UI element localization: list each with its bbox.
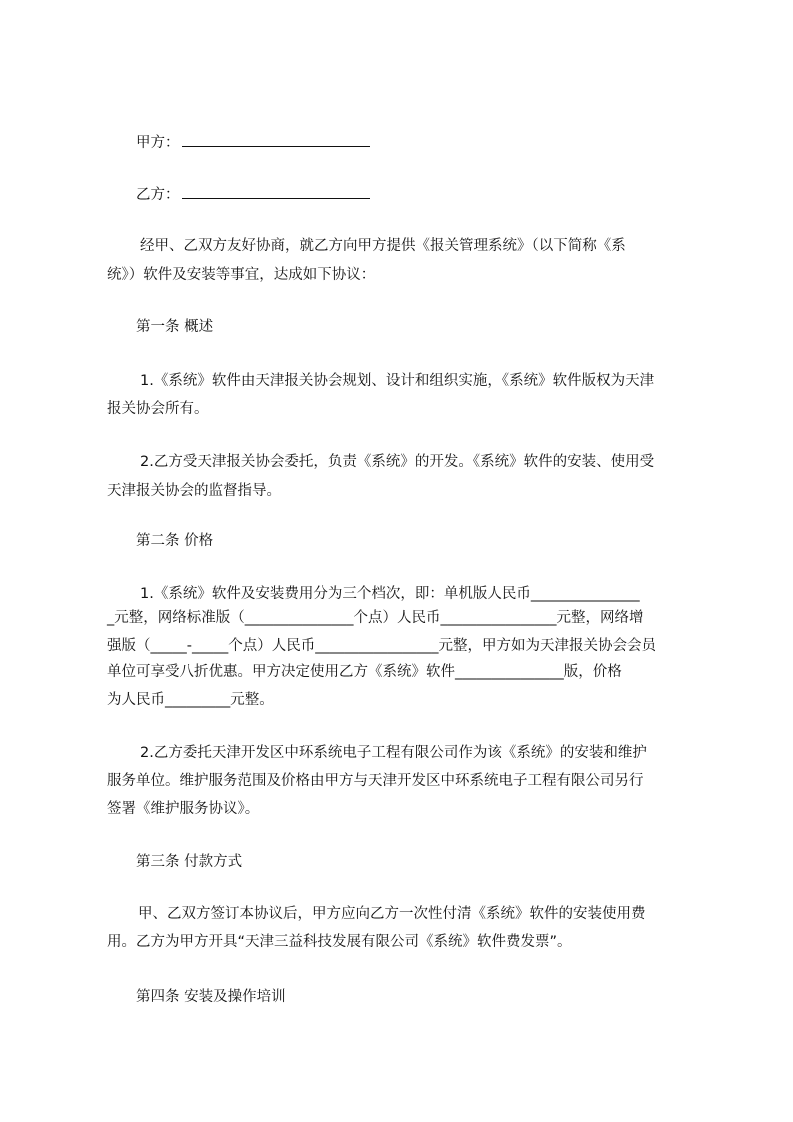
party-a-label: 甲方： bbox=[136, 135, 180, 151]
s2-p2-line-1: 2.乙方委托天津开发区中环系统电子工程有限公司作为该《系统》的安装和维护 bbox=[140, 745, 647, 761]
s2-p2-line-2: 服务单位。维护服务范围及价格由甲方与天津开发区中环系统电子工程有限公司另行 bbox=[107, 773, 644, 789]
intro-line-1: 经甲、乙双方友好协商，就乙方向甲方提供《报关管理系统》（以下简称《系 bbox=[140, 238, 626, 254]
s1-p2-line-1: 2.乙方受天津报关协会委托，负责《系统》的开发。《系统》软件的安装、使用受 bbox=[140, 454, 655, 470]
section-3-title: 第三条 付款方式 bbox=[136, 854, 243, 870]
s1-p1-line-2: 报关协会所有。 bbox=[107, 401, 209, 417]
party-b-blank bbox=[182, 184, 370, 199]
s2-p1-line-4: 单位可享受八折优惠。甲方决定使用乙方《系统》软件_______________版，价格 bbox=[107, 664, 622, 680]
s1-p2-line-2: 天津报关协会的监督指导。 bbox=[107, 483, 281, 499]
intro-line-2: 统》）软件及安装等事宜，达成如下协议： bbox=[107, 267, 376, 283]
party-a-blank bbox=[182, 132, 370, 147]
s3-p1-line-2: 用。乙方为甲方开具“天津三益科技发展有限公司《系统》软件费发票”。 bbox=[107, 934, 572, 950]
s2-p1-line-2: _元整，网络标准版（_______________个点）人民币________________元整，网络增 bbox=[107, 610, 644, 626]
s1-p1-line-1: 1.《系统》软件由天津报关协会规划、设计和组织实施，《系统》软件版权为天津 bbox=[140, 373, 655, 389]
section-2-title: 第二条 价格 bbox=[136, 533, 214, 549]
s2-p2-line-3: 签署《维护服务协议》。 bbox=[107, 801, 260, 817]
party-b-label: 乙方： bbox=[136, 187, 180, 203]
party-a-line bbox=[136, 132, 736, 153]
s3-p1-line-1: 甲、乙双方签订本协议后，甲方应向乙方一次性付清《系统》软件的安装使用费 bbox=[138, 906, 646, 922]
s2-p1-line-5: 为人民币_________元整。 bbox=[107, 692, 274, 708]
s2-p1-line-3: 强版（_____-_____个点）人民币_________________元整，甲方如为天津报关协会会员 bbox=[107, 638, 656, 654]
s2-p1-line-1: 1.《系统》软件及安装费用分为三个档次，即：单机版人民币_______________ bbox=[140, 586, 640, 602]
section-4-title: 第四条 安装及操作培训 bbox=[136, 989, 286, 1005]
party-b-line bbox=[136, 184, 736, 205]
section-1-title: 第一条 概述 bbox=[136, 319, 214, 335]
